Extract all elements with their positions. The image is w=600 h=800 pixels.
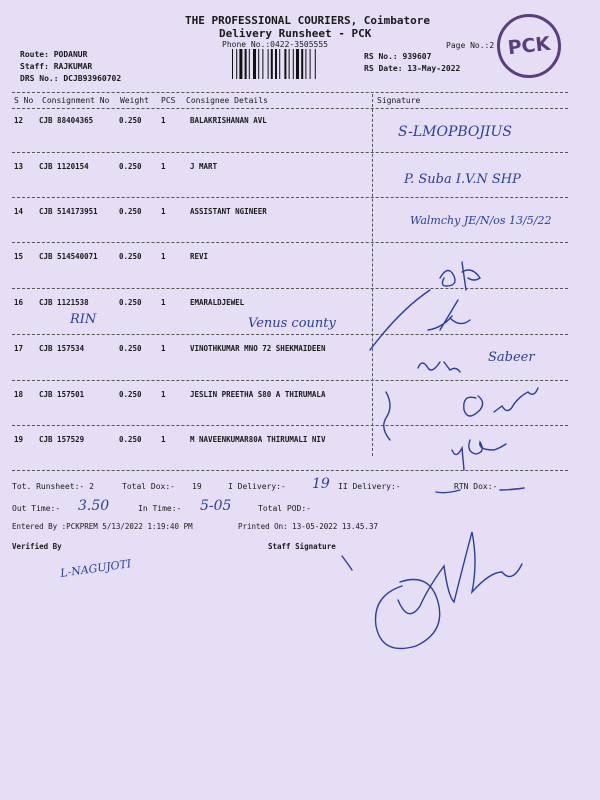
- row-consignment: CJB 157534: [39, 344, 85, 353]
- total-pod-label: Total POD:-: [258, 504, 311, 513]
- row-consignment: CJB 514540071: [39, 252, 98, 261]
- row-weight: 0.250: [119, 344, 142, 353]
- row-weight: 0.250: [119, 435, 142, 444]
- signature-row-12: S-LMOPBOJIUS: [398, 124, 512, 140]
- i-delivery-label: I Delivery:-: [228, 482, 286, 491]
- row-consignee: EMARALDJEWEL: [190, 298, 245, 307]
- row-sno: 19: [14, 435, 24, 444]
- ii-delivery-label: II Delivery:-: [338, 482, 401, 491]
- printed-on: Printed On: 13-05-2022 13.45.37: [238, 522, 378, 531]
- row-pcs: 1: [161, 344, 166, 353]
- col-header-consignee: Consignee Details: [186, 96, 268, 105]
- pck-stamp: PCK: [494, 11, 564, 81]
- row-weight: 0.250: [119, 162, 142, 171]
- row-consignee: REVI: [190, 252, 209, 261]
- signature-row-13: P. Suba I.V.N SHP: [404, 172, 521, 187]
- signature-scribble-row-19: [452, 440, 506, 470]
- runsheet-subtitle: Delivery Runsheet - PCK: [219, 27, 372, 40]
- row-consignee: JESLIN PREETHA S80 A THIRUMALA: [190, 390, 326, 399]
- rtn-dox-label: RTN Dox:-: [454, 482, 498, 491]
- row-pcs: 1: [161, 390, 166, 399]
- row-consignment: CJB 157529: [39, 435, 85, 444]
- row-pcs: 1: [161, 116, 166, 125]
- staff-signature-scribble: [376, 580, 440, 649]
- page-number: Page No.:2: [446, 41, 495, 50]
- row-consignment: CJB 88404365: [39, 116, 94, 125]
- row-pcs: 1: [161, 162, 166, 171]
- row-pcs: 1: [161, 252, 166, 261]
- out-time-handwritten: 3.50: [78, 498, 110, 514]
- rs-number: RS No.: 939607: [364, 52, 432, 61]
- i-delivery-handwritten: 19: [312, 476, 330, 492]
- rs-date: RS Date: 13-May-2022: [364, 64, 461, 73]
- in-time-label: In Time:-: [138, 504, 182, 513]
- row-consignment: CJB 1120154: [39, 162, 89, 171]
- signature-scribble-row-16: [428, 300, 470, 330]
- row-consignee: M NAVEENKUMAR80A THIRUMALI NIV: [190, 435, 326, 444]
- company-title: THE PROFESSIONAL COURIERS, Coimbatore: [185, 14, 431, 27]
- row-sno: 15: [14, 252, 24, 261]
- row-consignee: VINOTHKUMAR MNO 72 SHEKMAIDEEN: [190, 344, 326, 353]
- row-sno: 12: [14, 116, 24, 125]
- row-weight: 0.250: [119, 298, 142, 307]
- row-sno: 18: [14, 390, 24, 399]
- total-dox-value: 19: [192, 482, 202, 491]
- verified-by-signature: L-NAGUJOTI: [59, 557, 133, 580]
- signature-row-17: Sabeer: [488, 350, 535, 365]
- route-label: Route: PODANUR: [20, 50, 88, 59]
- signature-row-16: Venus county: [248, 316, 336, 331]
- row-consignee: J MART: [190, 162, 218, 171]
- margin-note: RIN: [70, 312, 97, 327]
- row-consignment: CJB 514173951: [39, 207, 98, 216]
- row-sno: 17: [14, 344, 24, 353]
- signature-row-14: Walmchy JE/N/os 13/5/22: [410, 214, 552, 227]
- signature-scribble-row-15: [440, 270, 455, 286]
- drs-number: DRS No.: DCJB93960702: [20, 74, 122, 83]
- col-header-pcs: PCS: [161, 96, 176, 105]
- row-pcs: 1: [161, 435, 166, 444]
- phone-number: Phone No.:0422-3505555: [222, 40, 328, 49]
- row-sno: 14: [14, 207, 24, 216]
- row-consignment: CJB 1121538: [39, 298, 89, 307]
- col-header-consignment: Consignment No: [42, 96, 110, 105]
- row-consignee: ASSISTANT NGINEER: [190, 207, 267, 216]
- col-header-weight: Weight: [120, 96, 149, 105]
- row-pcs: 1: [161, 207, 166, 216]
- out-time-label: Out Time:-: [12, 504, 61, 513]
- col-header-sno: S No: [14, 96, 34, 105]
- row-weight: 0.250: [119, 116, 142, 125]
- row-consignment: CJB 157501: [39, 390, 85, 399]
- total-dox-label: Total Dox:-: [122, 482, 175, 491]
- col-header-signature: Signature: [377, 96, 421, 105]
- staff-signature-label: Staff Signature: [268, 542, 336, 551]
- entered-by: Entered By :PCKPREM 5/13/2022 1:19:40 PM: [12, 522, 193, 531]
- tot-runsheet: Tot. Runsheet:- 2: [12, 482, 94, 491]
- row-weight: 0.250: [119, 252, 142, 261]
- row-weight: 0.250: [119, 207, 142, 216]
- in-time-handwritten: 5-05: [200, 498, 232, 514]
- row-sno: 16: [14, 298, 24, 307]
- staff-label: Staff: RAJKUMAR: [20, 62, 93, 71]
- row-consignee: BALAKRISHANAN AVL: [190, 116, 267, 125]
- signature-scribble-row-17: [418, 362, 460, 372]
- verified-by-label: Verified By: [12, 542, 62, 551]
- row-sno: 13: [14, 162, 24, 171]
- row-weight: 0.250: [119, 390, 142, 399]
- row-pcs: 1: [161, 298, 166, 307]
- signature-scribble-row-18: [464, 396, 483, 416]
